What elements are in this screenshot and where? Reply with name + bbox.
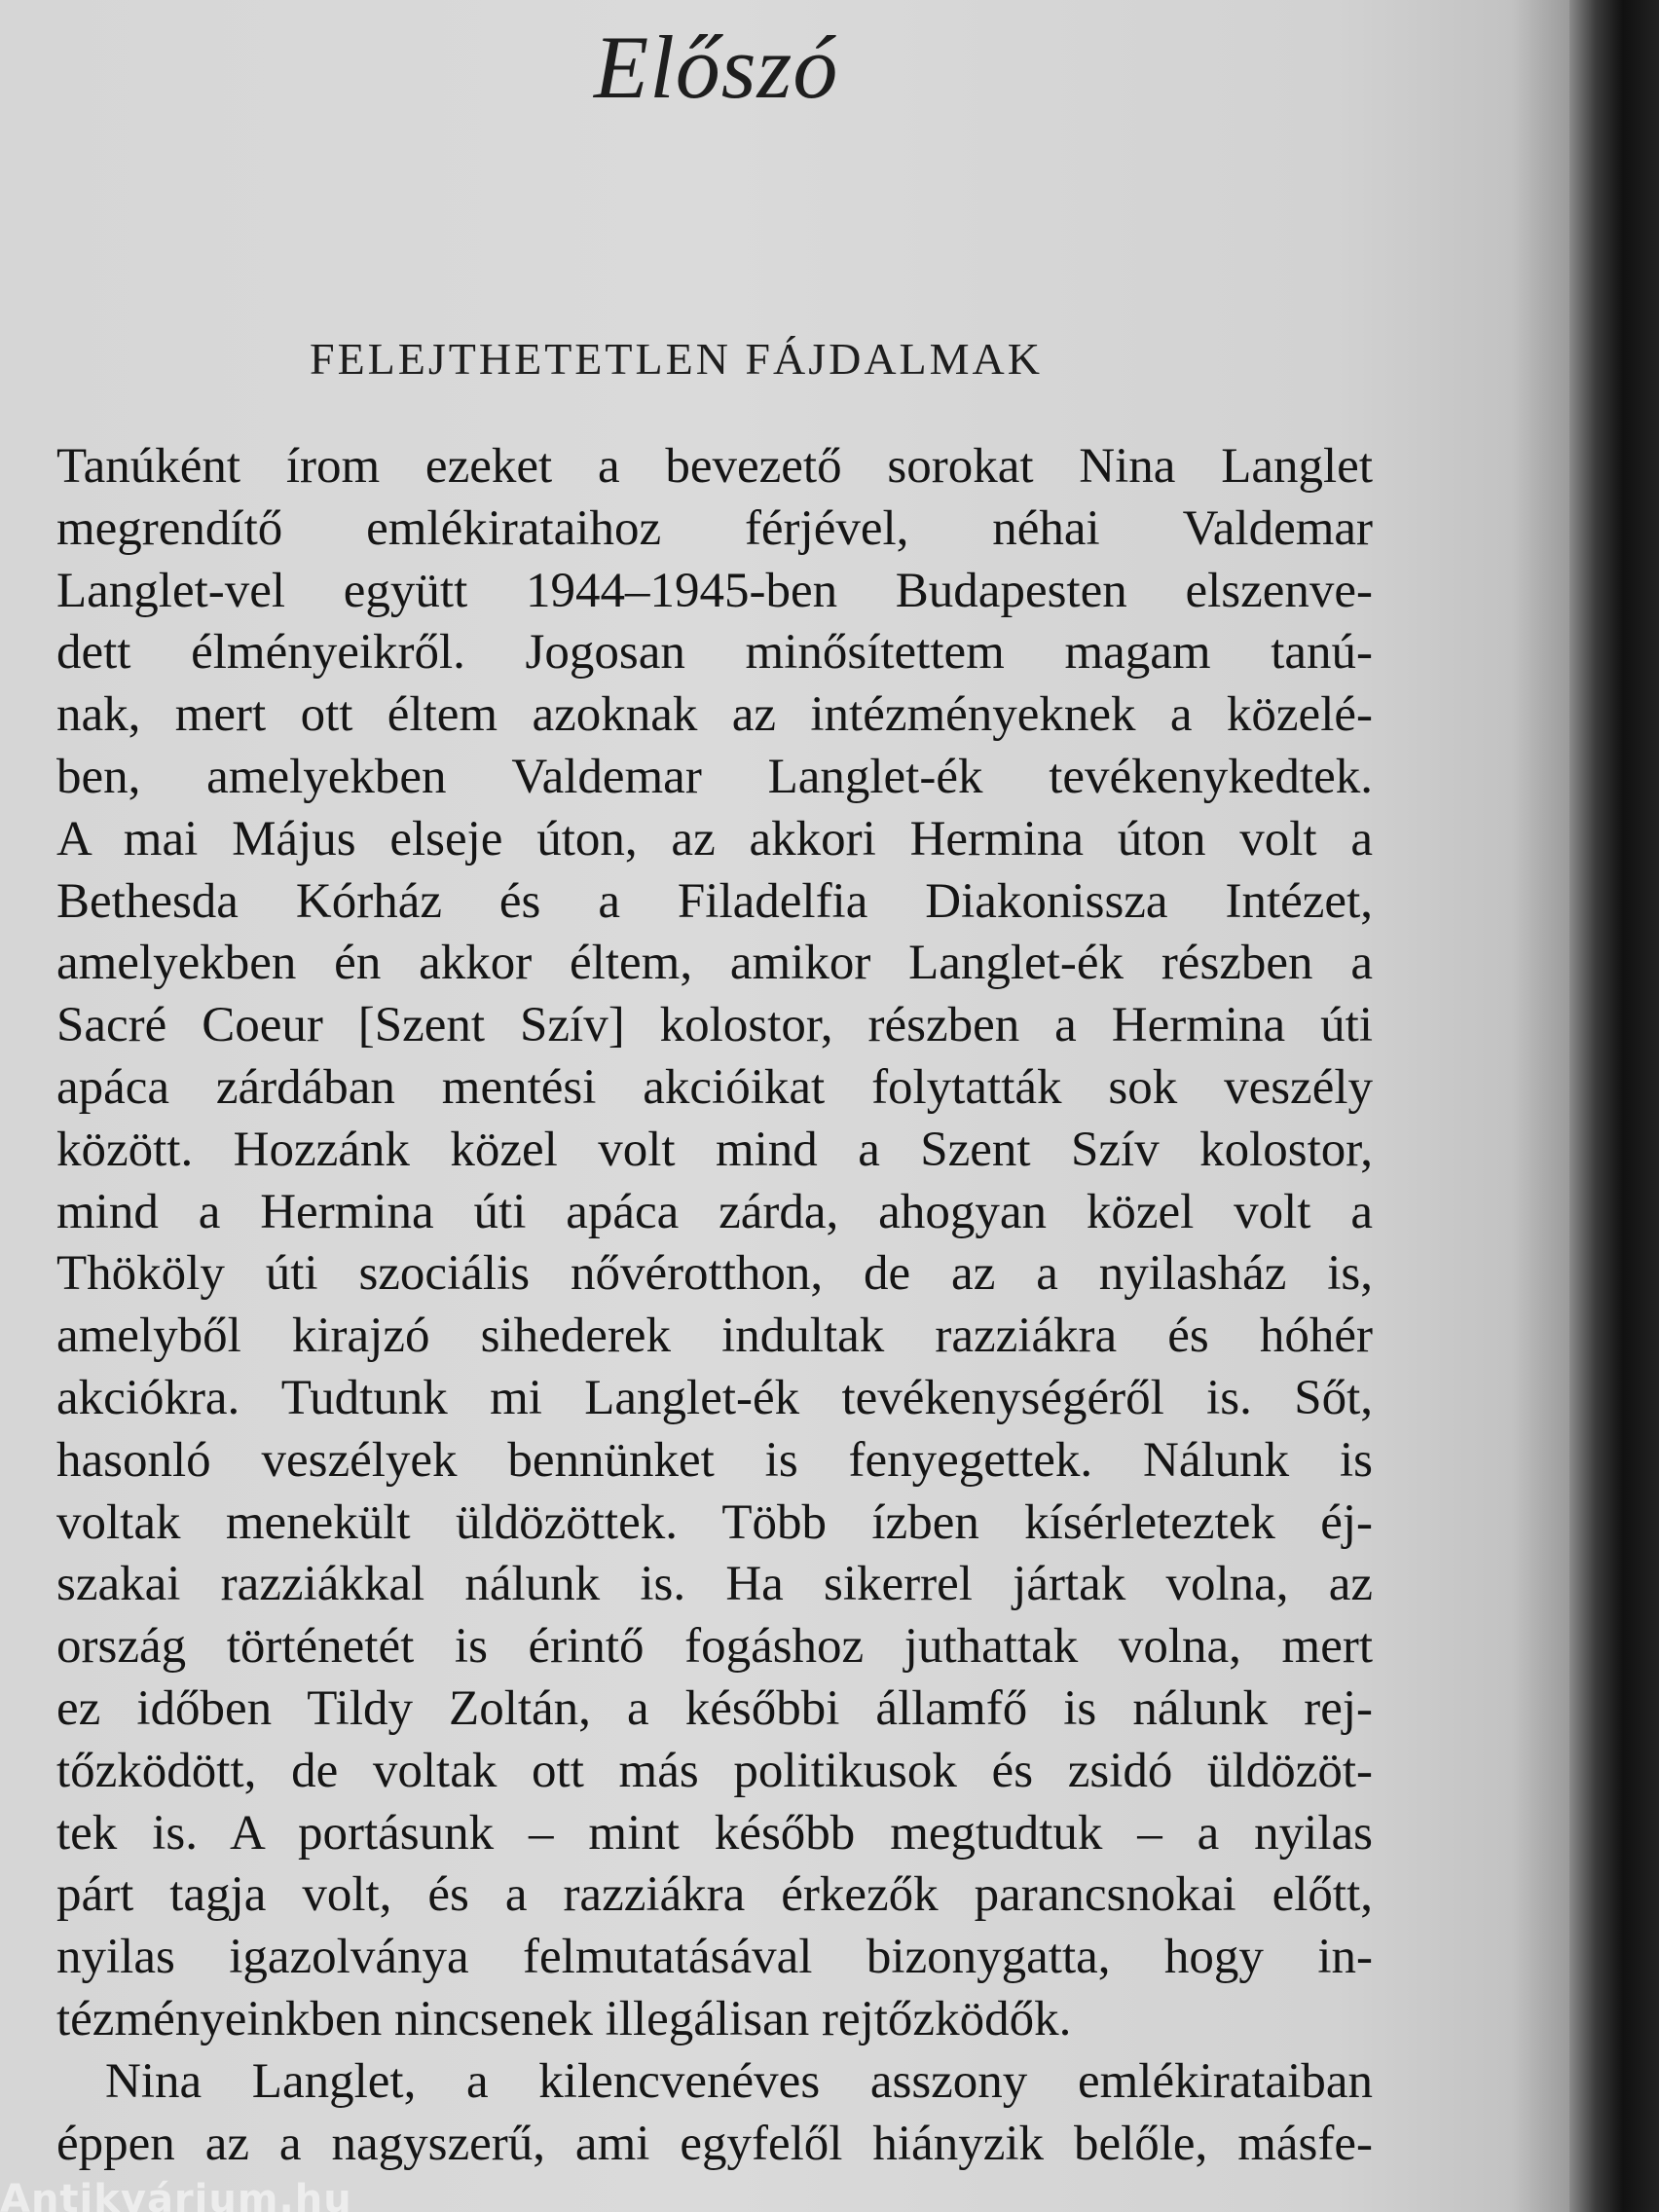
- text-line: Bethesda Kórház és a Filadelfia Diakonissza Intézet,: [56, 873, 1373, 929]
- text-line: voltak menekült üldözöttek. Több ízben kísérleteztek éj-: [56, 1494, 1373, 1550]
- paragraph-1: [56, 436, 1373, 2051]
- text-line: ez időben Tildy Zoltán, a későbbi államfő is nálunk rej-: [56, 1680, 1373, 1736]
- text-line: apáca zárdában mentési akcióikat folytatták sok veszély: [56, 1059, 1373, 1115]
- body-text: [56, 436, 1373, 2175]
- text-line: tőzködött, de voltak ott más politikusok és zsidó üldözöt-: [56, 1743, 1373, 1798]
- text-line: Thököly úti szociális nővérotthon, de az a nyilasház is,: [56, 1246, 1373, 1302]
- chapter-title: Előszó: [594, 18, 839, 117]
- text-line: éppen az a nagyszerű, ami egyfelől hiányzik belőle, másfe-: [56, 2116, 1373, 2171]
- text-line: Tanúként írom ezeket a bevezető sorokat Nina Langlet: [56, 439, 1373, 494]
- text-line: A mai Május elseje úton, az akkori Hermina úton volt a: [56, 811, 1373, 866]
- text-line: tézményeinkben nincsenek illegálisan rejtőzködők.: [56, 1991, 1072, 2046]
- paragraph-2: [56, 2051, 1373, 2176]
- text-line: szakai razziákkal nálunk is. Ha sikerrel jártak volna, az: [56, 1557, 1373, 1612]
- section-heading: FELEJTHETETLEN FÁJDALMAK: [310, 334, 1043, 384]
- text-line: Sacré Coeur [Szent Szív] kolostor, részben a Hermina úti: [56, 998, 1373, 1053]
- text-line: dett élményeikről. Jogosan minősítettem magam tanú-: [56, 625, 1373, 681]
- text-line: között. Hozzánk közel volt mind a Szent Szív kolostor,: [56, 1122, 1373, 1177]
- text-line: mind a Hermina úti apáca zárda, ahogyan közel volt a: [56, 1184, 1373, 1239]
- text-line: akciókra. Tudtunk mi Langlet-ék tevékenységéről is. Sőt,: [56, 1370, 1373, 1425]
- text-line: nyilas igazolványa felmutatásával bizonygatta, hogy in-: [56, 1930, 1373, 1985]
- text-line: ország történetét is érintő fogáshoz juthattak volna, mert: [56, 1619, 1373, 1675]
- text-line: amelyekben én akkor éltem, amikor Langlet-ék részben a: [56, 936, 1373, 991]
- text-line: megrendítő emlékirataihoz férjével, néhai Valdemar: [56, 500, 1373, 556]
- text-line: Nina Langlet, a kilencvenéves asszony emlékirataiban: [105, 2053, 1373, 2109]
- book-spine: [1569, 0, 1659, 2212]
- text-line: ben, amelyekben Valdemar Langlet-ék tevékenykedtek.: [56, 749, 1373, 804]
- text-line: tek is. A portásunk – mint később megtudtuk – a nyilas: [56, 1805, 1373, 1861]
- text-line: nak, mert ott éltem azoknak az intézményeknek a közelé-: [56, 687, 1373, 743]
- text-line: amelyből kirajzó sihederek indultak razziákra és hóhér: [56, 1309, 1373, 1364]
- watermark: Antikvárium.hu: [0, 2177, 352, 2212]
- text-line: párt tagja volt, és a razziákra érkezők parancsnokai előtt,: [56, 1867, 1373, 1923]
- text-line: hasonló veszélyek bennünket is fenyegettek. Nálunk is: [56, 1432, 1373, 1488]
- text-line: Langlet-vel együtt 1944–1945-ben Budapesten elszenve-: [56, 563, 1373, 618]
